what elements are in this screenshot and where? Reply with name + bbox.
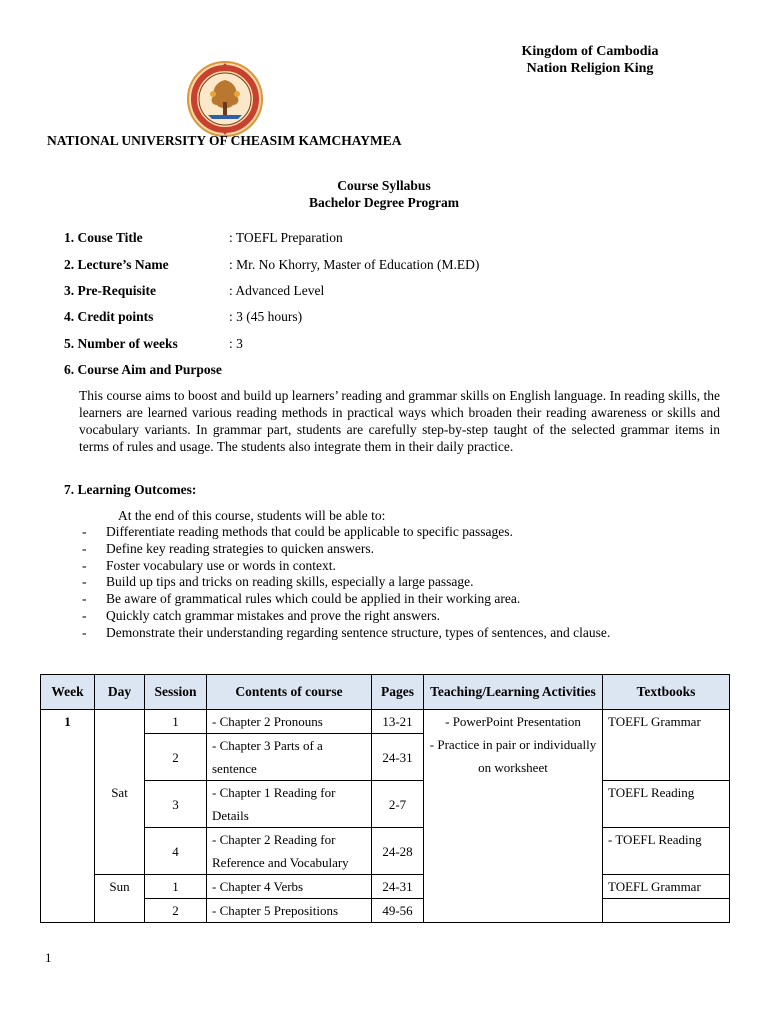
outcome-text: Differentiate reading methods that could be applicable to specific passages. <box>106 524 513 539</box>
table-row <box>41 899 730 923</box>
session-cell: 4 <box>145 828 207 875</box>
outcome-text: Demonstrate their understanding regarding sentence structure, types of sentences, and clause. <box>106 624 611 640</box>
day-cell: Sat <box>95 710 145 875</box>
info-row-prerequisite <box>64 283 744 301</box>
outcome-item: - Foster vocabulary use or words in context. <box>82 557 336 573</box>
textbook-cell: - TOEFL Reading <box>603 828 730 875</box>
info-label: 3. Pre-Requisite <box>64 283 156 298</box>
column-header-activities: Teaching/Learning Activities <box>424 675 603 710</box>
page-number: 1 <box>45 950 52 965</box>
syllabus-title-line1: Course Syllabus <box>337 178 431 193</box>
table-row <box>41 875 730 899</box>
pages-cell: 49-56 <box>372 899 424 923</box>
outcomes-intro: At the end of this course, students will be able to: <box>118 508 386 523</box>
motto-line: Nation Religion King <box>526 61 654 76</box>
outcome-text: Build up tips and tricks on reading skills, especially a large passage. <box>106 574 474 590</box>
university-name: NATIONAL UNIVERSITY OF CHEASIM KAMCHAYMEA <box>47 133 402 148</box>
column-header-contents: Contents of course <box>207 675 372 710</box>
column-header-day: Day <box>95 675 145 710</box>
table-header-row <box>41 675 730 710</box>
outcome-text: Be aware of grammatical rules which could be applied in their working area. <box>106 591 521 607</box>
info-value: : 3 <box>229 336 243 351</box>
pages-cell: 24-31 <box>372 875 424 899</box>
kingdom-line: Kingdom of Cambodia <box>521 44 659 59</box>
outcome-item: - Differentiate reading methods that could be applicable to specific passages. <box>82 524 513 539</box>
info-label: 4. Credit points <box>64 309 154 324</box>
day-cell: Sun <box>95 875 145 923</box>
university-seal-icon <box>186 60 264 138</box>
info-value: : Mr. No Khorry, Master of Education (M.ED) <box>229 257 480 272</box>
info-value: : 3 (45 hours) <box>229 309 303 324</box>
activities-cell <box>424 710 603 923</box>
table-row <box>41 828 730 875</box>
session-cell: 2 <box>145 734 207 781</box>
textbook-cell: TOEFL Grammar <box>603 710 730 781</box>
info-row-lecturer <box>64 257 744 275</box>
content-cell: - Chapter 4 Verbs <box>207 875 372 899</box>
column-header-session: Session <box>145 675 207 710</box>
session-cell: 3 <box>145 781 207 828</box>
outcome-text: Define key reading strategies to quicken answers. <box>106 540 375 556</box>
outcome-text: Quickly catch grammar mistakes and prove the right answers. <box>106 607 441 623</box>
info-row-number-of-weeks <box>64 336 744 354</box>
syllabus-title-line2: Bachelor Degree Program <box>309 195 459 210</box>
outcome-item: - Be aware of grammatical rules which could be applied in their working area. <box>82 591 521 607</box>
column-header-week: Week <box>41 675 95 710</box>
table-row <box>41 781 730 828</box>
info-value: : Advanced Level <box>229 283 325 298</box>
session-cell: 1 <box>145 875 207 899</box>
info-label: 1. Couse Title <box>64 230 143 245</box>
info-label: 5. Number of weeks <box>64 336 178 351</box>
outcome-item: - Demonstrate their understanding regarding sentence structure, types of sentences, and clause. <box>82 624 611 640</box>
content-cell: - Chapter 1 Reading for Details <box>207 781 372 828</box>
syllabus-title <box>0 177 768 211</box>
content-cell: - Chapter 3 Parts of a sentence <box>207 734 372 781</box>
table-row <box>41 710 730 734</box>
pages-cell: 2-7 <box>372 781 424 828</box>
aim-heading: 6. Course Aim and Purpose <box>64 362 222 377</box>
outcome-item: - Build up tips and tricks on reading skills, especially a large passage. <box>82 574 474 590</box>
activity-item: - Practice in pair or individually on worksheet <box>429 737 597 775</box>
course-schedule-table <box>40 674 730 923</box>
outcome-item: - Define key reading strategies to quicken answers. <box>82 540 375 556</box>
aim-paragraph: This course aims to boost and build up learners’ reading and grammar skills on English language. In reading skills, the learners are learned various reading methods in practical ways which broaden their reading awareness or skills and vocabulary variants. In grammar part, students are carefully step-by-step taught of the selected grammar items in terms of rules and usage. The students also integrate them in their daily practice. <box>79 388 720 454</box>
pages-cell: 24-31 <box>372 734 424 781</box>
info-label: 2. Lecture’s Name <box>64 257 169 272</box>
column-header-textbooks: Textbooks <box>603 675 730 710</box>
kingdom-header <box>470 43 710 77</box>
activity-item: - PowerPoint Presentation <box>445 714 581 729</box>
column-header-pages: Pages <box>372 675 424 710</box>
content-cell: - Chapter 2 Reading for Reference and Vocabulary <box>207 828 372 875</box>
session-cell: 2 <box>145 899 207 923</box>
info-row-credit-points <box>64 309 744 327</box>
pages-cell: 24-28 <box>372 828 424 875</box>
textbook-cell: TOEFL Reading <box>603 781 730 828</box>
content-cell: - Chapter 5 Prepositions <box>207 899 372 923</box>
session-cell: 1 <box>145 710 207 734</box>
week-cell: 1 <box>41 710 95 923</box>
outcome-text: Foster vocabulary use or words in context. <box>106 557 336 573</box>
outcomes-heading: 7. Learning Outcomes: <box>64 482 197 497</box>
textbook-cell: TOEFL Grammar <box>603 875 730 899</box>
info-value: : TOEFL Preparation <box>229 230 343 245</box>
textbook-cell <box>603 899 730 923</box>
pages-cell: 13-21 <box>372 710 424 734</box>
outcomes-list <box>82 524 742 642</box>
content-cell: - Chapter 2 Pronouns <box>207 710 372 734</box>
outcome-item: - Quickly catch grammar mistakes and prove the right answers. <box>82 607 441 623</box>
info-row-course-title <box>64 230 744 248</box>
